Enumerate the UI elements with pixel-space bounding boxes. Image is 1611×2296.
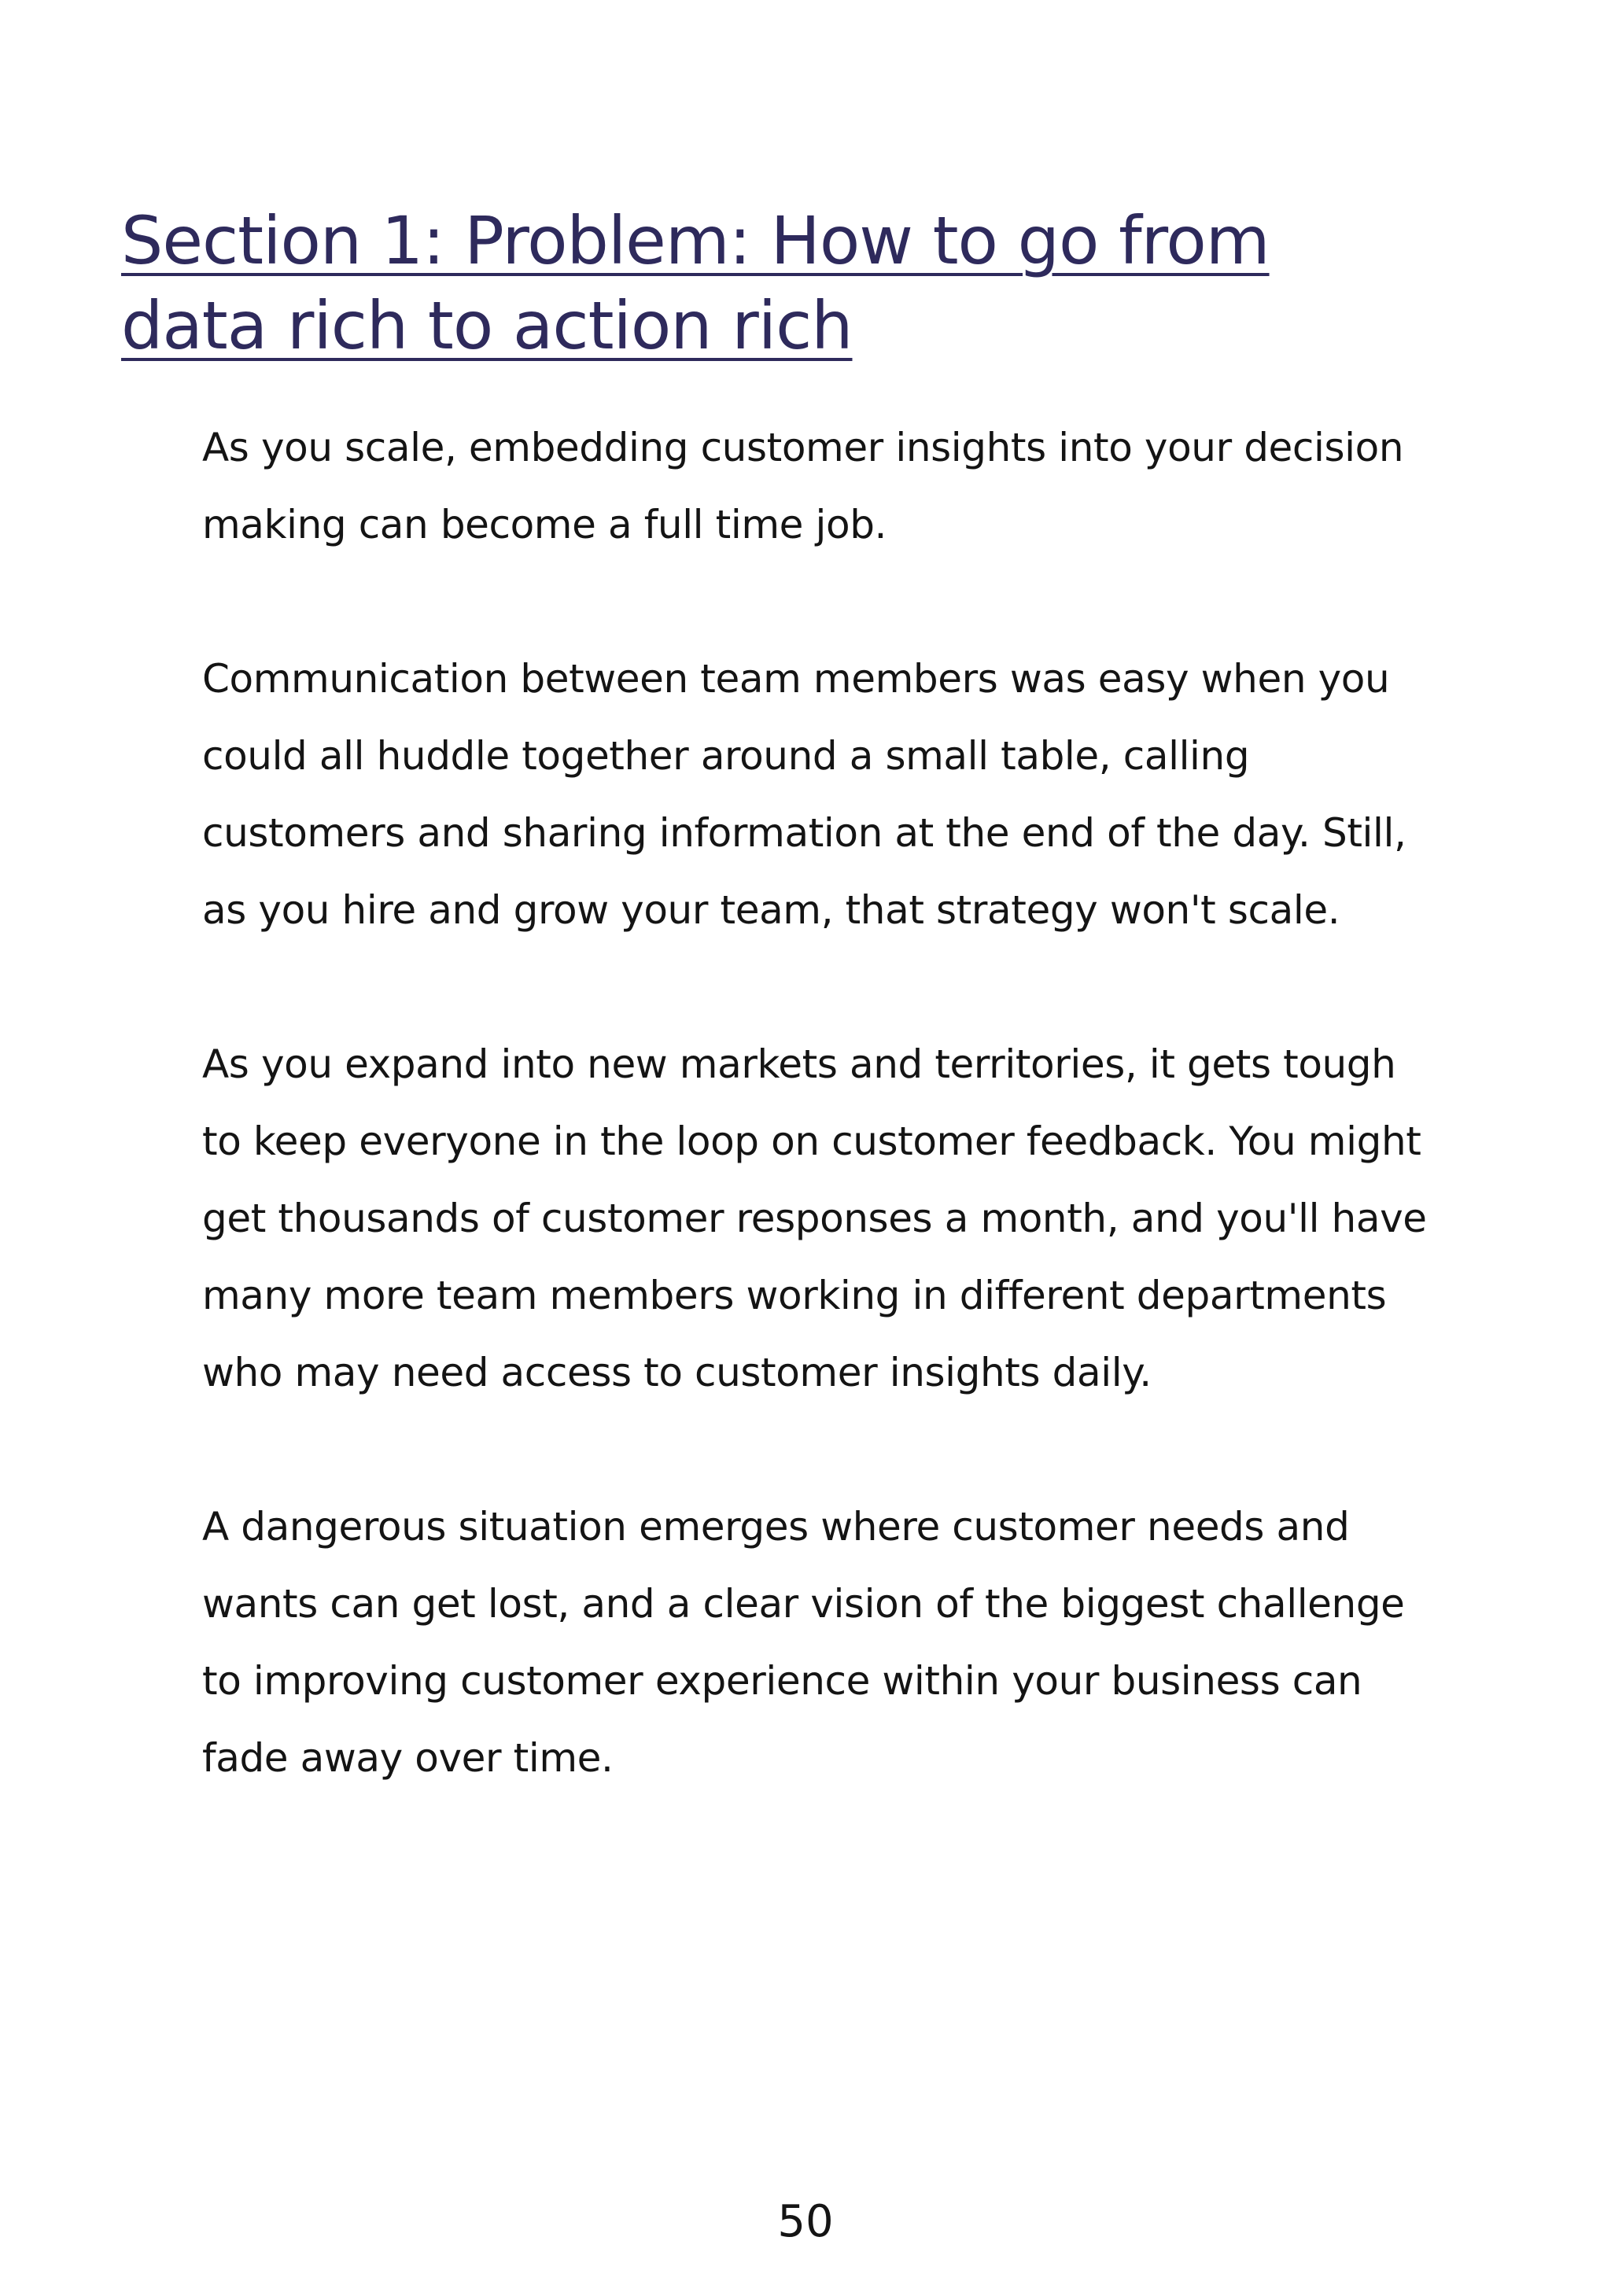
- section-heading: Section 1: Problem: How to go from data rich to action rich: [121, 202, 1270, 364]
- paragraph-4: A dangerous situation emerges where customer needs and wants can get lost, and a clear vision of the biggest challenge to improving customer experience within your business can fade away over time.: [202, 1504, 1405, 1781]
- paragraph-1: As you scale, embedding customer insights into your decision making can become a full time job.: [202, 425, 1404, 547]
- paragraph-2: Communication between team members was easy when you could all huddle together around a small table, calling customers and sharing information at the end of the day. Still, as you hire and grow your team, that strategy won't scale.: [202, 656, 1406, 933]
- paragraph-3: As you expand into new markets and territories, it gets tough to keep everyone in the loop on customer feedback. You might get thousands of customer responses a month, and you'll have many more team members working in different departments who may need access to customer insights daily.: [202, 1041, 1427, 1395]
- page-number: 50: [777, 2196, 834, 2247]
- body-text: [202, 409, 1429, 1874]
